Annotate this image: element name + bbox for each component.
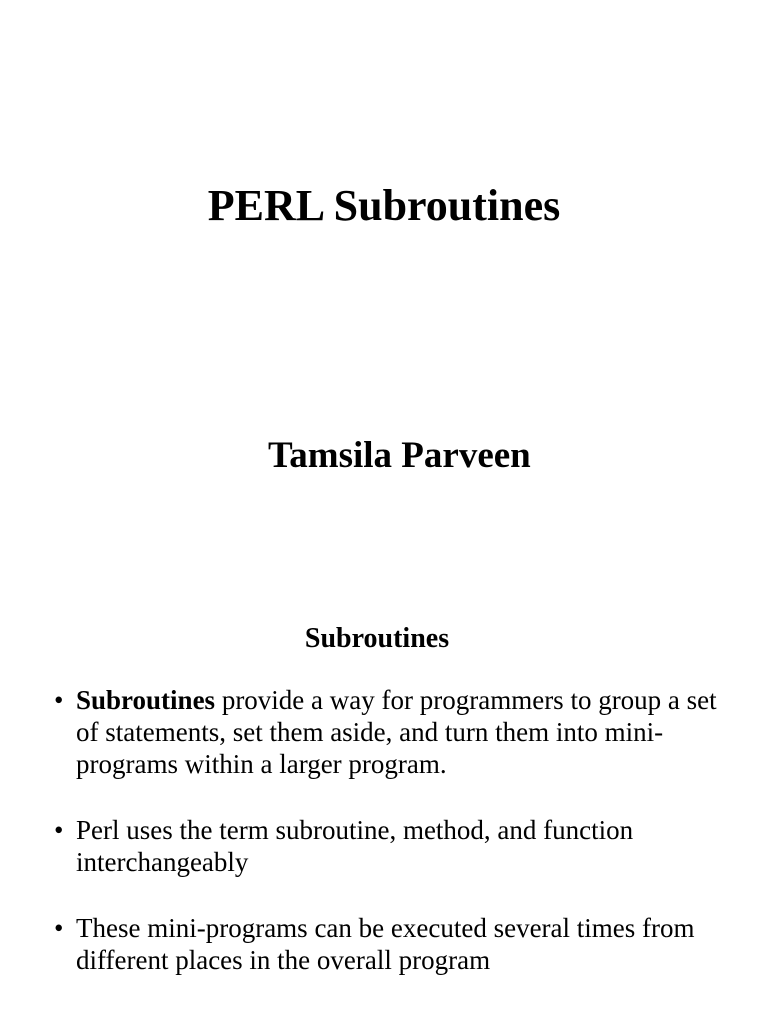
bullet-glyph: • xyxy=(54,913,64,943)
bullet-text: provide a way for programmers to group a set of statements, set them aside, and turn them into mini-programs within a larger program. xyxy=(76,685,717,779)
list-item xyxy=(54,912,744,976)
section-heading: Subroutines xyxy=(304,623,450,654)
bullet-bold-term: Subroutines xyxy=(76,685,216,715)
bullet-text: These mini-programs can be executed several times from different places in the overall program xyxy=(76,913,695,975)
bullet-glyph: • xyxy=(54,685,64,715)
bullet-list xyxy=(54,684,744,1010)
bullet-glyph: • xyxy=(54,815,64,845)
slide-title: PERL Subroutines xyxy=(207,181,561,230)
bullet-text: Perl uses the term subroutine, method, and function interchangeably xyxy=(76,815,634,877)
list-item xyxy=(54,814,744,878)
author-name: Tamsila Parveen xyxy=(268,435,531,476)
list-item xyxy=(54,684,744,780)
